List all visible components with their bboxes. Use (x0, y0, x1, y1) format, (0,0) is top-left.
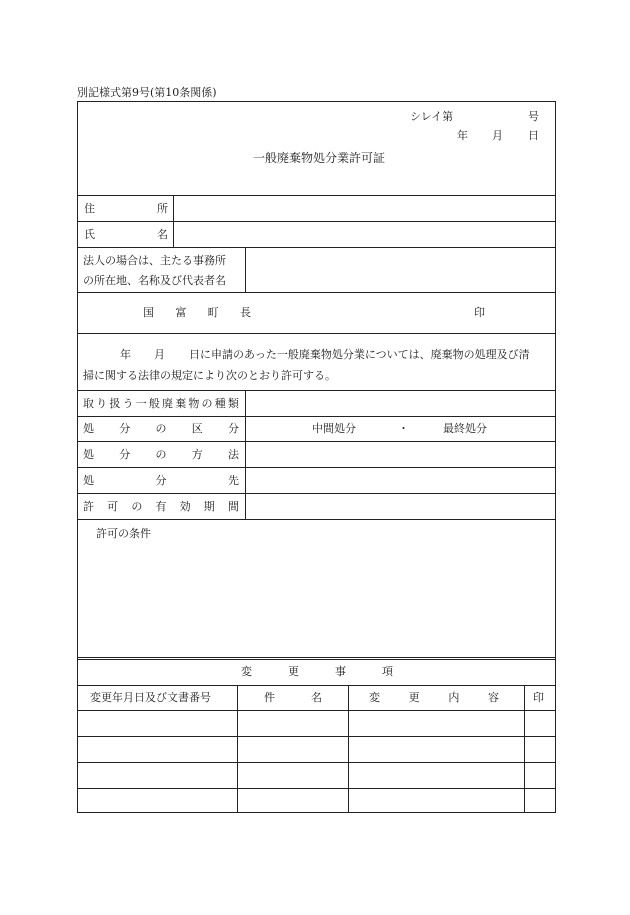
name-label: 氏 名 (84, 228, 168, 241)
detail-label-disposal-destination: 処 分 先 (83, 474, 239, 487)
detail-label-disposal-method: 処 分 の 方 法 (83, 448, 239, 461)
corp-label-line2: の所在地、名称及び代表者名 (83, 274, 226, 287)
address-label: 住 所 (84, 202, 168, 215)
conditions-label: 許可の条件 (96, 527, 151, 540)
category-option-intermediate: 中間処分 (312, 422, 356, 435)
issue-date-month: 月 (492, 129, 503, 142)
issue-date-year: 年 (457, 129, 468, 142)
changes-entry-rows (78, 711, 555, 811)
category-option-final: 最終処分 (443, 422, 487, 435)
statement-year: 年 (120, 348, 131, 361)
issue-date-day: 日 (528, 129, 539, 142)
statement-line1: 日に申請のあった一般廃棄物処分業については、廃棄物の処理及び清 (189, 348, 530, 361)
statement-month: 月 (154, 348, 165, 361)
detail-label-waste-type: 取 り 扱 う 一 般 廃 棄 物 の 種 類 (83, 397, 239, 410)
changes-col-content: 変 更 内 容 (369, 691, 499, 704)
permit-form-frame (77, 101, 556, 813)
changes-col-date-docnumber: 変更年月日及び文書番号 (90, 691, 211, 704)
detail-label-disposal-category: 処 分 の 区 分 (83, 422, 239, 435)
corp-label-line1: 法人の場合は、主たる事務所 (83, 254, 226, 267)
document-title: 一般廃棄物処分業許可証 (253, 151, 386, 165)
issuer-seal-mark: 印 (474, 306, 485, 319)
detail-label-validity-period: 許 可 の 有 効 期 間 (83, 500, 239, 513)
permit-number-prefix: シレイ第 (410, 110, 454, 123)
issuer-name: 国 富 町 長 (143, 306, 251, 319)
permit-number-suffix: 号 (528, 110, 539, 123)
category-separator: ・ (398, 422, 409, 435)
form-caption: 別記様式第9号(第10条関係) (77, 86, 217, 99)
statement-line2: 掃に関する法律の規定により次のとおり許可する。 (83, 369, 336, 382)
changes-title: 変 更 事 項 (241, 665, 393, 678)
changes-col-subject: 件 名 (264, 691, 322, 704)
changes-col-seal: 印 (533, 691, 544, 704)
